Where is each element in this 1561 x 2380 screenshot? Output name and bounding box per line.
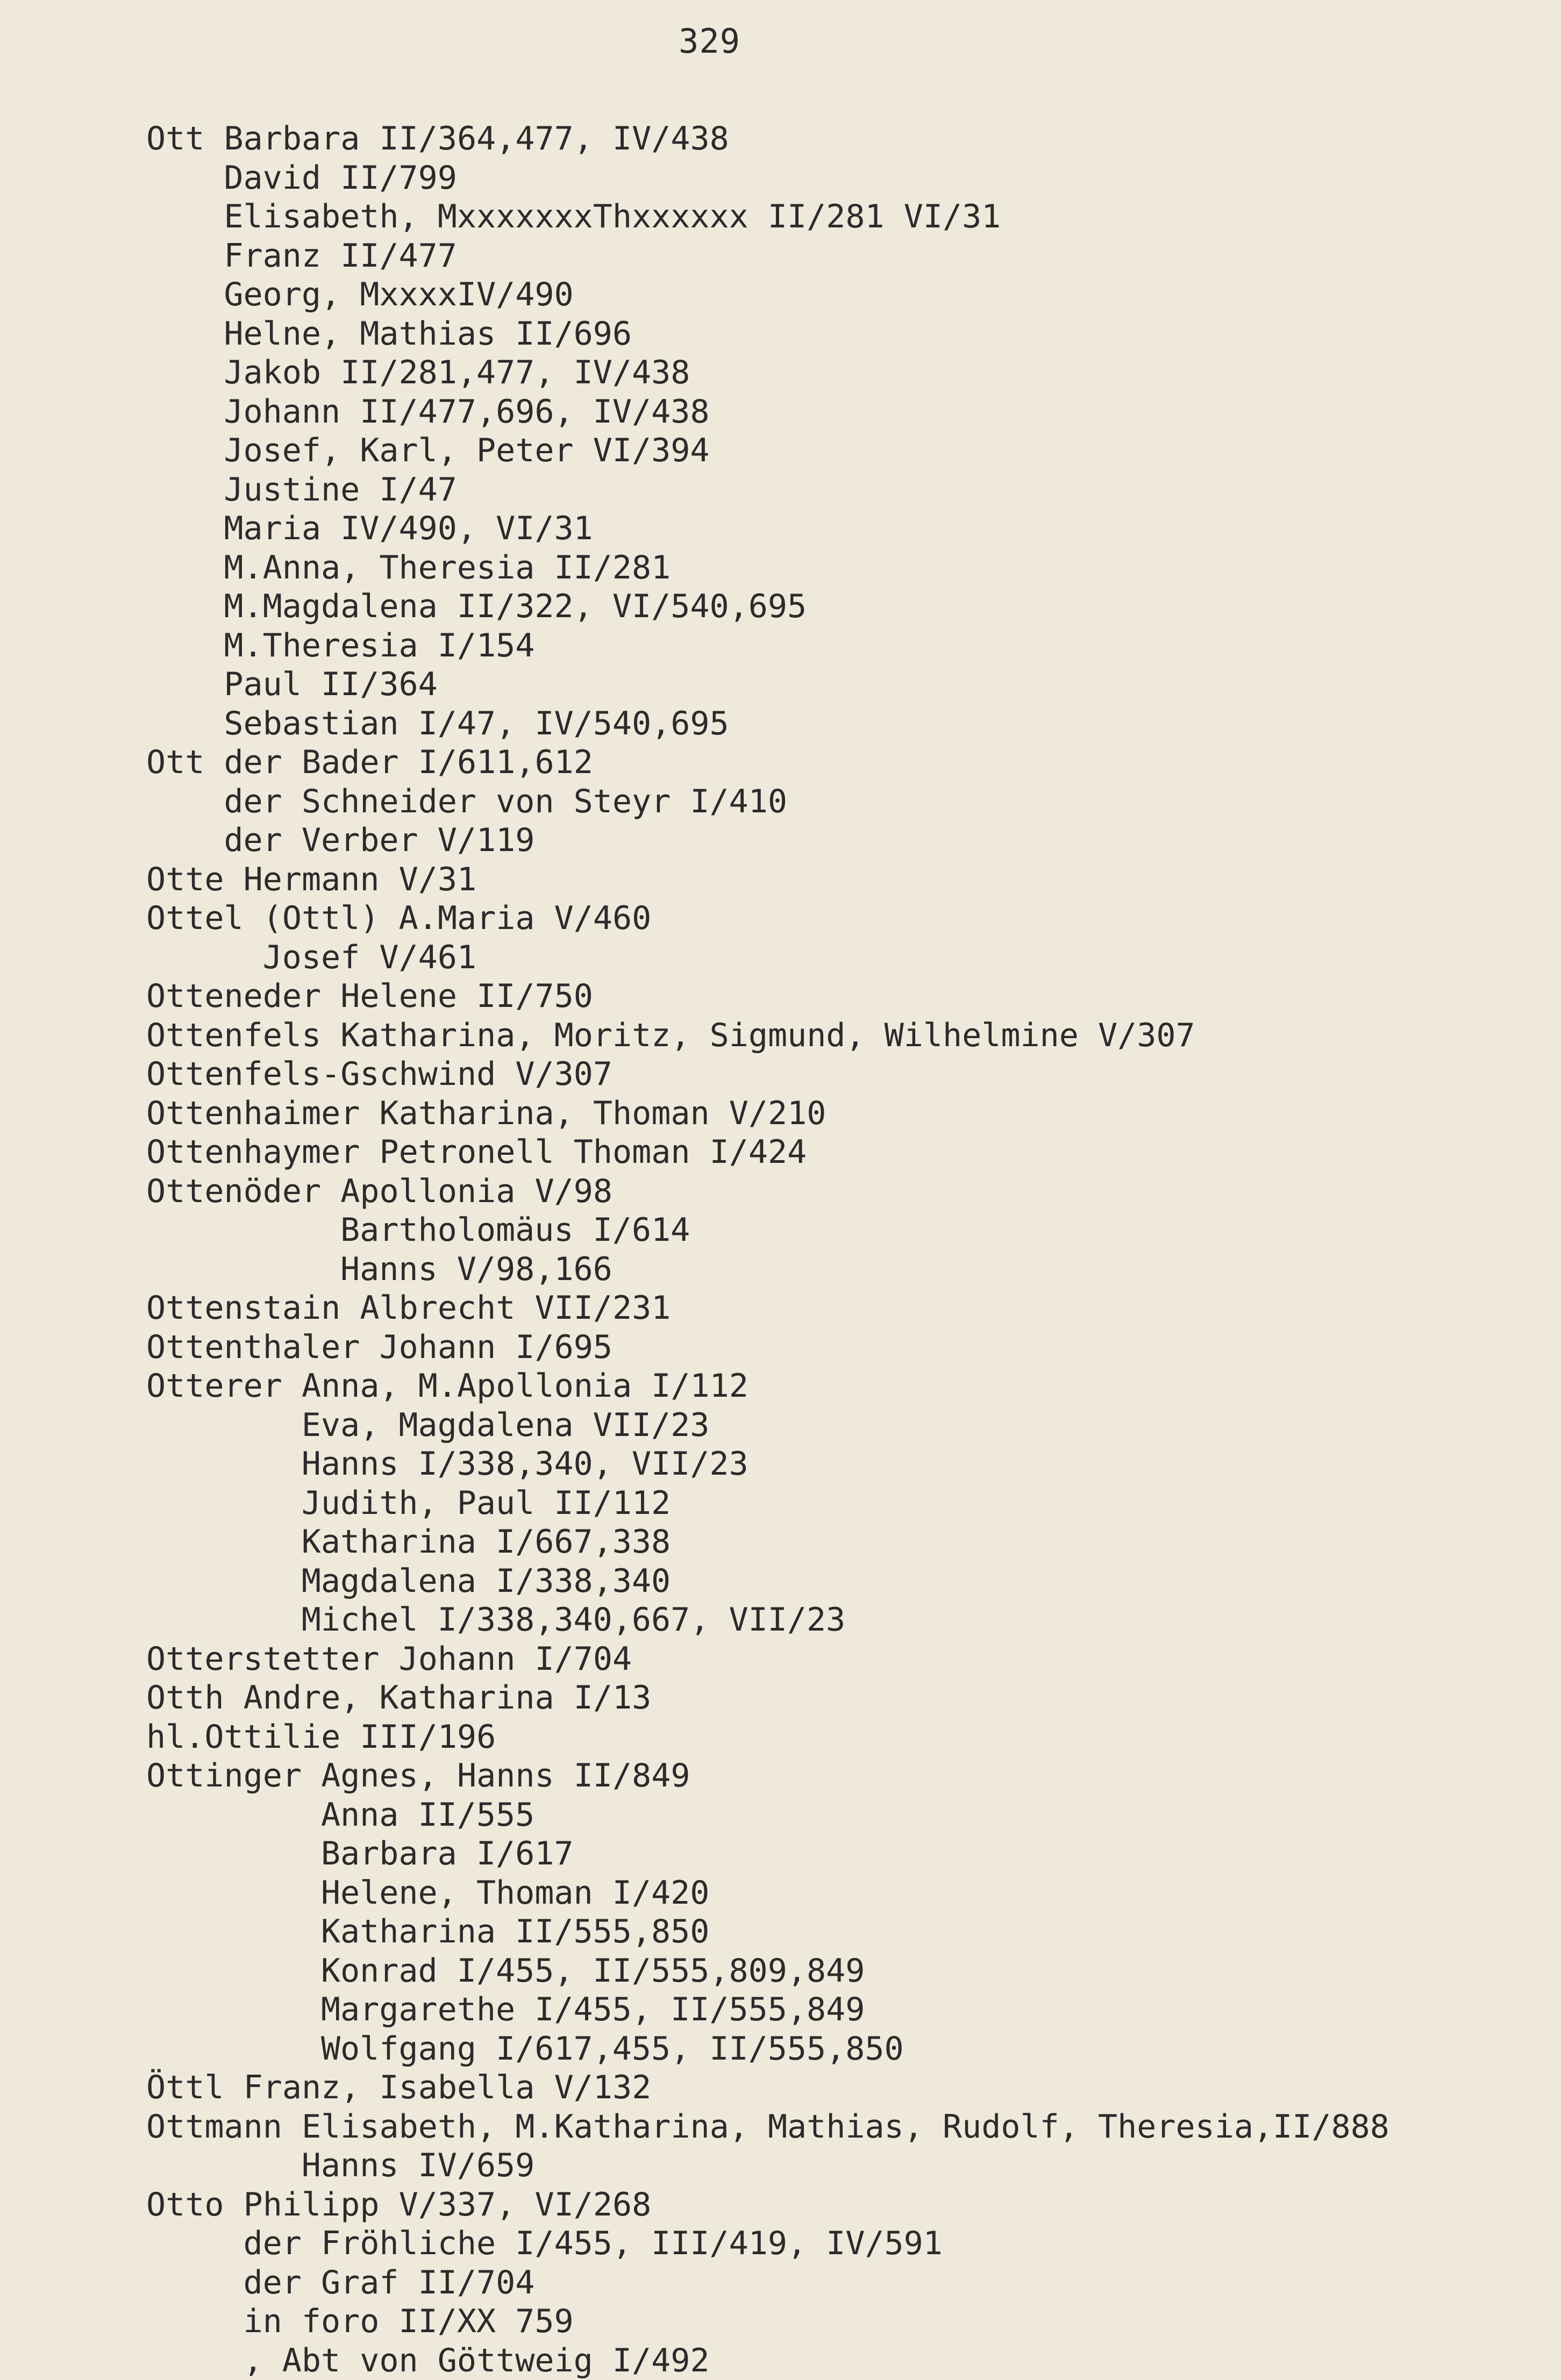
index-entry	[146, 2068, 1544, 2107]
entry-references: Eva, Magdalena VII/23	[302, 1406, 710, 1445]
entry-references: Josef, Karl, Peter VI/394	[224, 431, 709, 470]
entry-references: Hanns IV/659	[302, 2146, 534, 2185]
entry-surname: Otteneder	[146, 977, 340, 1016]
index-entry	[146, 1250, 1544, 1289]
index-entry	[146, 1328, 1544, 1367]
entry-references: Elisabeth, MxxxxxxxThxxxxxx II/281 VI/31	[224, 197, 1001, 237]
entry-references: der Verber V/119	[224, 821, 534, 860]
index-entry	[146, 860, 1544, 899]
index-entry	[146, 1834, 1544, 1874]
entry-references: Barbara I/617	[321, 1834, 574, 1874]
entry-references: Anna II/555	[321, 1796, 534, 1835]
index-entry	[146, 353, 1544, 392]
entry-references: , Abt von Göttweig I/492	[244, 2341, 710, 2380]
entry-references: Barbara II/364,477, IV/438	[224, 119, 729, 159]
entry-references: Hanns V/98,166	[340, 1250, 612, 1289]
index-entry	[146, 1562, 1544, 1601]
entry-references: Franz II/477	[224, 237, 457, 276]
index-entry	[146, 2029, 1544, 2069]
entry-surname: Öttl	[146, 2068, 244, 2107]
index-entry	[146, 1094, 1544, 1133]
index-entry	[146, 977, 1544, 1016]
index-entry	[146, 2185, 1544, 2225]
index-entry	[146, 1406, 1544, 1445]
index-entry	[146, 743, 1544, 782]
entry-references: Paul II/364	[224, 665, 437, 704]
index-entry	[146, 315, 1544, 354]
entry-surname: Ottenfels-Gschwind	[146, 1055, 515, 1094]
index-entry	[146, 1445, 1544, 1484]
entry-surname: Ottmann	[146, 2107, 302, 2147]
index-list	[146, 119, 1544, 2380]
index-entry	[146, 1874, 1544, 1913]
entry-references: Katharina I/667,338	[302, 1523, 671, 1562]
entry-references: Agnes, Hanns II/849	[321, 1756, 690, 1796]
index-entry	[146, 782, 1544, 821]
index-entry	[146, 821, 1544, 860]
index-entry	[146, 1718, 1544, 1757]
index-entry	[146, 1796, 1544, 1835]
entry-surname: Ottenöder	[146, 1172, 340, 1211]
entry-references: Apollonia V/98	[340, 1172, 612, 1211]
index-entry	[146, 1133, 1544, 1172]
entry-surname: Otte	[146, 860, 244, 899]
entry-references: in foro II/XX 759	[244, 2302, 574, 2341]
entry-references: (Ottl) A.Maria V/460	[263, 899, 651, 938]
entry-references: Johann I/695	[379, 1328, 612, 1367]
index-entry	[146, 1016, 1544, 1055]
entry-references: Josef V/461	[263, 938, 476, 977]
index-entry	[146, 119, 1544, 159]
index-entry	[146, 1211, 1544, 1250]
entry-references: III/196	[360, 1718, 496, 1757]
index-entry	[146, 1484, 1544, 1523]
index-entry	[146, 275, 1544, 315]
entry-references: Bartholomäus I/614	[340, 1211, 690, 1250]
entry-references: Katharina, Thoman V/210	[379, 1094, 826, 1133]
entry-references: Margarethe I/455, II/555,849	[321, 1990, 865, 2029]
page-number: 329	[679, 22, 740, 61]
entry-references: Helne, Mathias II/696	[224, 315, 632, 354]
entry-references: M.Magdalena II/322, VI/540,695	[224, 587, 807, 626]
entry-references: Michel I/338,340,667, VII/23	[302, 1600, 845, 1640]
entry-surname: Ottinger	[146, 1756, 321, 1796]
entry-references: Elisabeth, M.Katharina, Mathias, Rudolf, Theresia,II/888	[302, 2107, 1389, 2147]
index-entry	[146, 1600, 1544, 1640]
entry-references: M.Anna, Theresia II/281	[224, 548, 671, 588]
index-entry	[146, 1055, 1544, 1094]
entry-references: Anna, M.Apollonia I/112	[302, 1367, 749, 1406]
entry-references: Konrad I/455, II/555,809,849	[321, 1952, 865, 1991]
index-entry	[146, 431, 1544, 470]
index-entry	[146, 1678, 1544, 1718]
entry-references: Hermann V/31	[244, 860, 476, 899]
entry-surname: Ottenstain	[146, 1289, 360, 1328]
entry-references: V/307	[515, 1055, 612, 1094]
entry-surname: Otto	[146, 2185, 244, 2225]
entry-references: der Fröhliche I/455, III/419, IV/591	[244, 2224, 943, 2263]
index-entry	[146, 1289, 1544, 1328]
entry-surname: Ottel	[146, 899, 263, 938]
index-entry	[146, 587, 1544, 626]
index-entry	[146, 2302, 1544, 2341]
entry-surname: Ott	[146, 743, 224, 782]
entry-surname: Ottenthaler	[146, 1328, 379, 1367]
index-entry	[146, 509, 1544, 548]
entry-references: Judith, Paul II/112	[302, 1484, 671, 1523]
index-entry	[146, 1912, 1544, 1952]
entry-references: Johann I/704	[399, 1640, 632, 1679]
entry-references: Jakob II/281,477, IV/438	[224, 353, 690, 392]
entry-references: Georg, MxxxxIV/490	[224, 275, 573, 315]
entry-references: Johann II/477,696, IV/438	[224, 392, 709, 432]
entry-references: Helene II/750	[340, 977, 593, 1016]
index-entry	[146, 1172, 1544, 1211]
index-entry	[146, 2107, 1544, 2147]
index-entry	[146, 626, 1544, 666]
index-entry	[146, 899, 1544, 938]
index-entry	[146, 1523, 1544, 1562]
entry-references: Petronell Thoman I/424	[379, 1133, 807, 1172]
entry-surname: Otterer	[146, 1367, 302, 1406]
entry-references: Justine I/47	[224, 470, 457, 510]
entry-references: Wolfgang I/617,455, II/555,850	[321, 2029, 904, 2069]
index-entry	[146, 392, 1544, 432]
entry-references: Sebastian I/47, IV/540,695	[224, 704, 729, 744]
entry-references: David II/799	[224, 159, 457, 198]
entry-surname: hl.Ottilie	[146, 1718, 360, 1757]
entry-references: Franz, Isabella V/132	[244, 2068, 652, 2107]
index-entry	[146, 938, 1544, 977]
entry-references: Andre, Katharina I/13	[244, 1678, 652, 1718]
entry-surname: Ottenhaymer	[146, 1133, 379, 1172]
index-entry	[146, 704, 1544, 744]
entry-references: Magdalena I/338,340	[302, 1562, 671, 1601]
entry-surname: Otth	[146, 1678, 244, 1718]
index-entry	[146, 2341, 1544, 2380]
entry-surname: Ottenfels	[146, 1016, 340, 1055]
index-entry	[146, 1367, 1544, 1406]
index-entry	[146, 2263, 1544, 2303]
entry-references: der Schneider von Steyr I/410	[224, 782, 787, 821]
entry-references: Albrecht VII/231	[360, 1289, 671, 1328]
entry-references: Maria IV/490, VI/31	[224, 509, 593, 548]
index-entry	[146, 1756, 1544, 1796]
entry-references: der Bader I/611,612	[224, 743, 593, 782]
index-entry	[146, 159, 1544, 198]
entry-surname: Ottenhaimer	[146, 1094, 379, 1133]
index-entry	[146, 1952, 1544, 1991]
index-entry	[146, 665, 1544, 704]
index-entry	[146, 1990, 1544, 2029]
index-entry	[146, 237, 1544, 276]
index-entry	[146, 470, 1544, 510]
index-entry	[146, 2146, 1544, 2185]
index-entry	[146, 548, 1544, 588]
entry-references: Katharina II/555,850	[321, 1912, 709, 1952]
entry-references: Helene, Thoman I/420	[321, 1874, 709, 1913]
entry-references: der Graf II/704	[244, 2263, 535, 2303]
entry-references: Hanns I/338,340, VII/23	[302, 1445, 749, 1484]
index-entry	[146, 1640, 1544, 1679]
entry-surname: Ott	[146, 119, 224, 159]
entry-references: Philipp V/337, VI/268	[244, 2185, 652, 2225]
entry-references: M.Theresia I/154	[224, 626, 534, 666]
entry-surname: Otterstetter	[146, 1640, 399, 1679]
index-entry	[146, 197, 1544, 237]
entry-references: Katharina, Moritz, Sigmund, Wilhelmine V/307	[340, 1016, 1195, 1055]
index-entry	[146, 2224, 1544, 2263]
